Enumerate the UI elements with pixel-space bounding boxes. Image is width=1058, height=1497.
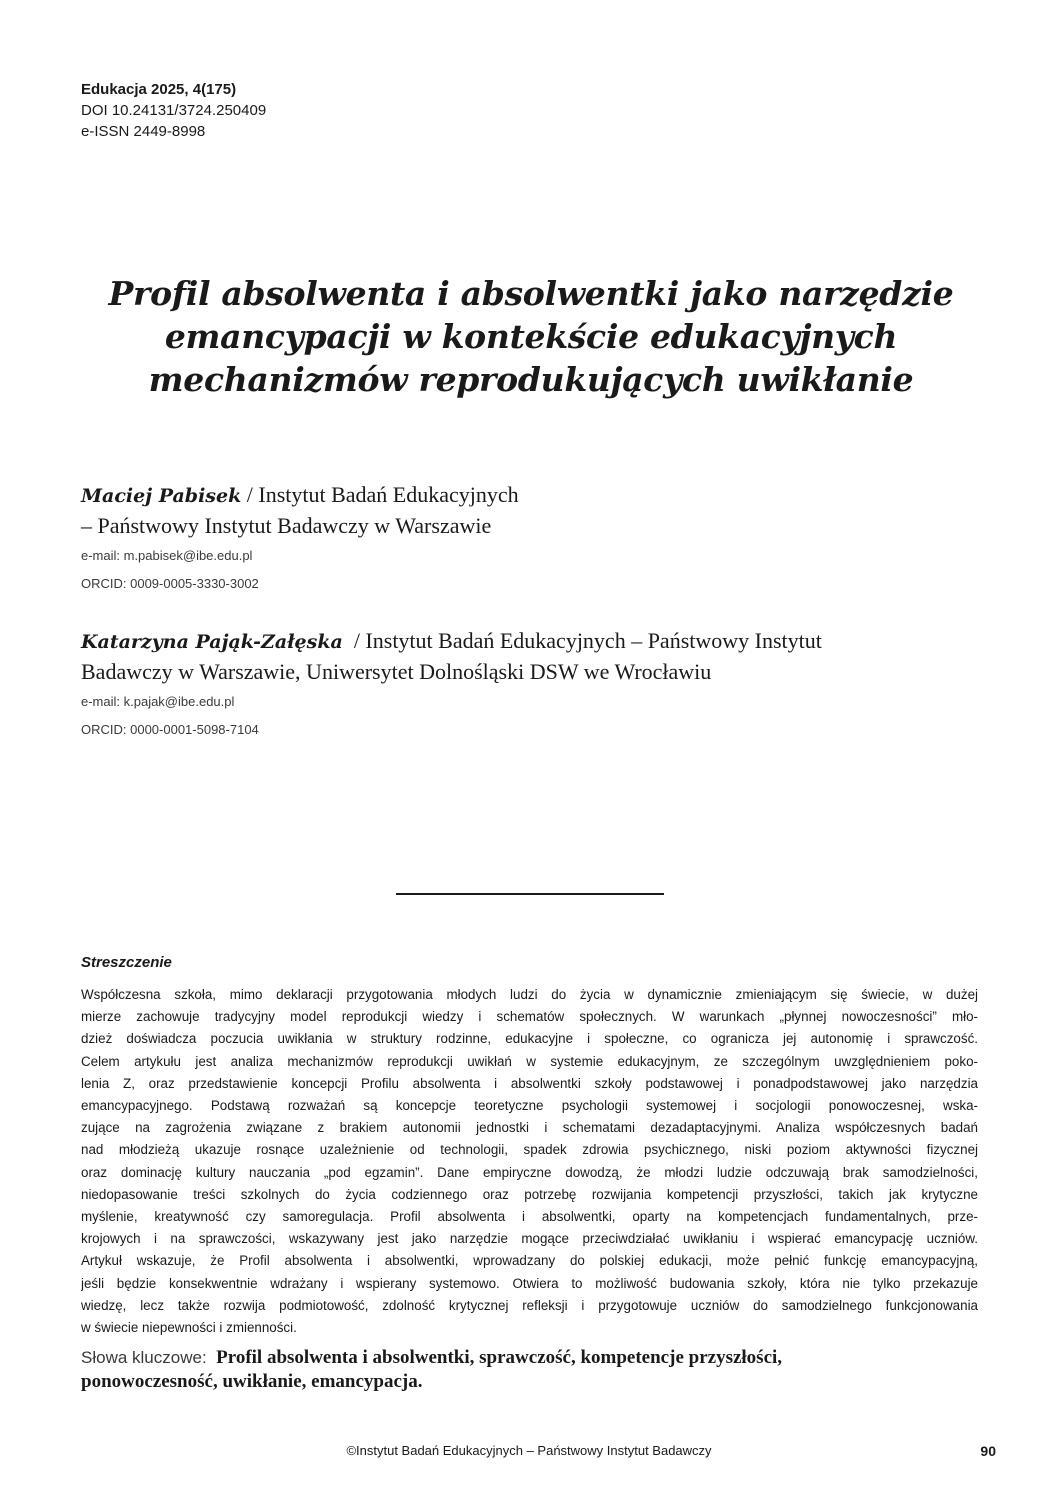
doi[interactable]: DOI 10.24131/3724.250409 — [81, 102, 267, 119]
author-name: Katarzyna Pająk-Załęska — [81, 631, 343, 653]
abstract-line: niedopasowanie treści szkolnych do życia codziennego oraz potrzebę rozwijania kompetencji przyszłości, takich jak krytyczne — [81, 1186, 978, 1202]
abstract-line: Artykuł wskazuje, że Profil absolwenta i absolwentki, wprowadzany do polskiej edukacji, może pełnić funkcję emancypacyjną, — [81, 1253, 978, 1269]
abstract-line: lenia Z, oraz przedstawienie koncepcji Profilu absolwenta i absolwentki szkoły podstawowej i ponadpodstawowej jako narzędzia — [81, 1075, 978, 1091]
author-affiliation: Badawczy w Warszawie, Uniwersytet Dolnośląski DSW we Wrocławiu — [81, 659, 712, 684]
page-number: 90 — [980, 1443, 996, 1459]
section-divider — [396, 893, 664, 895]
author-email[interactable]: e-mail: m.pabisek@ibe.edu.pl — [81, 548, 253, 563]
footer-copyright: ©Instytut Badań Edukacyjnych – Państwowy Instytut Badawczy — [346, 1443, 712, 1458]
author-block — [81, 480, 961, 593]
abstract-line: nad młodzieżą ukazuje rosnące uzależnienie od technologii, spadek zdrowia psychicznego, niski poziom aktywności fizycznej — [81, 1142, 978, 1158]
author-orcid[interactable]: ORCID: 0009-0005-3330-3002 — [81, 576, 259, 591]
abstract-line: w świecie niepewności i zmienności. — [81, 1320, 297, 1336]
abstract-line: wiedzę, lecz także rozwija podmiotowość, zdolność krytycznej refleksji i przygotowuje uczniów do samodzielnego funkcjonowania — [81, 1297, 978, 1313]
title-line: emancypacji w kontekście edukacyjnych — [164, 317, 898, 356]
abstract-heading: Streszczenie — [81, 954, 172, 971]
abstract-line: krojowych i na sprawczości, wskazywany jest jako narzędzie mogące przeciwdziałać uwikłaniu i wspierać emancypację uczniów. — [81, 1231, 978, 1247]
author-affiliation: / Instytut Badań Edukacyjnych — [241, 482, 519, 507]
abstract-line: oraz dominację kultury nauczania „pod egzamin”. Dane empiryczne dowodzą, że młodzi ludzie odczuwają brak samodzielności, — [81, 1164, 978, 1180]
abstract-line: zujące na zagrożenia związane z brakiem autonomii jednostki i schematami dezadaptacyjnymi. Analiza współczesnych badań — [81, 1120, 978, 1136]
eissn: e-ISSN 2449-8998 — [81, 123, 206, 140]
keywords — [81, 1346, 961, 1394]
abstract-line: myślenie, kreatywność czy samoregulacja. Profil absolwenta i absolwentki, oparty na kompetencjach fundamentalnych, prze- — [81, 1209, 978, 1225]
abstract-line: Celem artykułu jest analiza mechanizmów reprodukcji uwikłań w systemie edukacyjnym, ze szczególnym uwzględnieniem poko- — [81, 1053, 978, 1069]
author-affiliation: – Państwowy Instytut Badawczy w Warszawie — [81, 513, 492, 538]
author-email[interactable]: e-mail: k.pajak@ibe.edu.pl — [81, 694, 235, 709]
abstract-line: jeśli będzie konsekwentnie wdrażany i wspierany systemowo. Otwiera to możliwość budowania szkoły, która nie tylko przekazuje — [81, 1275, 978, 1291]
abstract-body — [81, 984, 978, 1339]
article-title — [81, 272, 981, 401]
author-block — [81, 626, 961, 739]
keywords-label: Słowa kluczowe: — [81, 1348, 217, 1367]
title-line: mechanizmów reprodukujących uwikłanie — [148, 360, 914, 399]
abstract-line: Współczesna szkoła, mimo deklaracji przygotowania młodych ludzi do życia w dynamicznie zmieniającym się świecie, w dużej — [81, 987, 978, 1002]
keywords-list: ponowoczesność, uwikłanie, emancypacja. — [81, 1371, 423, 1392]
abstract-line: mierze zachowuje tradycyjny model reprodukcji wiedzy i schematów społecznych. W warunkach „płynnej nowoczesności” mło- — [81, 1009, 978, 1025]
abstract-line: dzież doświadcza poczucia uwikłania w struktury rodzinne, edukacyjne i społeczne, co ogranicza jej autonomię i sprawczość. — [81, 1031, 978, 1047]
author-name: Maciej Pabisek — [81, 485, 242, 507]
abstract-line: emancypacyjnego. Podstawą rozważań są koncepcje teoretyczne psychologii systemowej i socjologii ponowoczesnej, wska- — [81, 1098, 978, 1114]
author-affiliation: / Instytut Badań Edukacyjnych – Państwowy Instytut — [342, 628, 822, 653]
author-orcid[interactable]: ORCID: 0000-0001-5098-7104 — [81, 722, 259, 737]
title-line: Profil absolwenta i absolwentki jako narzędzie — [108, 274, 954, 313]
journal-issue: Edukacja 2025, 4(175) — [81, 81, 237, 98]
journal-header — [81, 79, 266, 142]
keywords-list: Profil absolwenta i absolwentki, sprawczość, kompetencje przyszłości, — [216, 1347, 783, 1368]
